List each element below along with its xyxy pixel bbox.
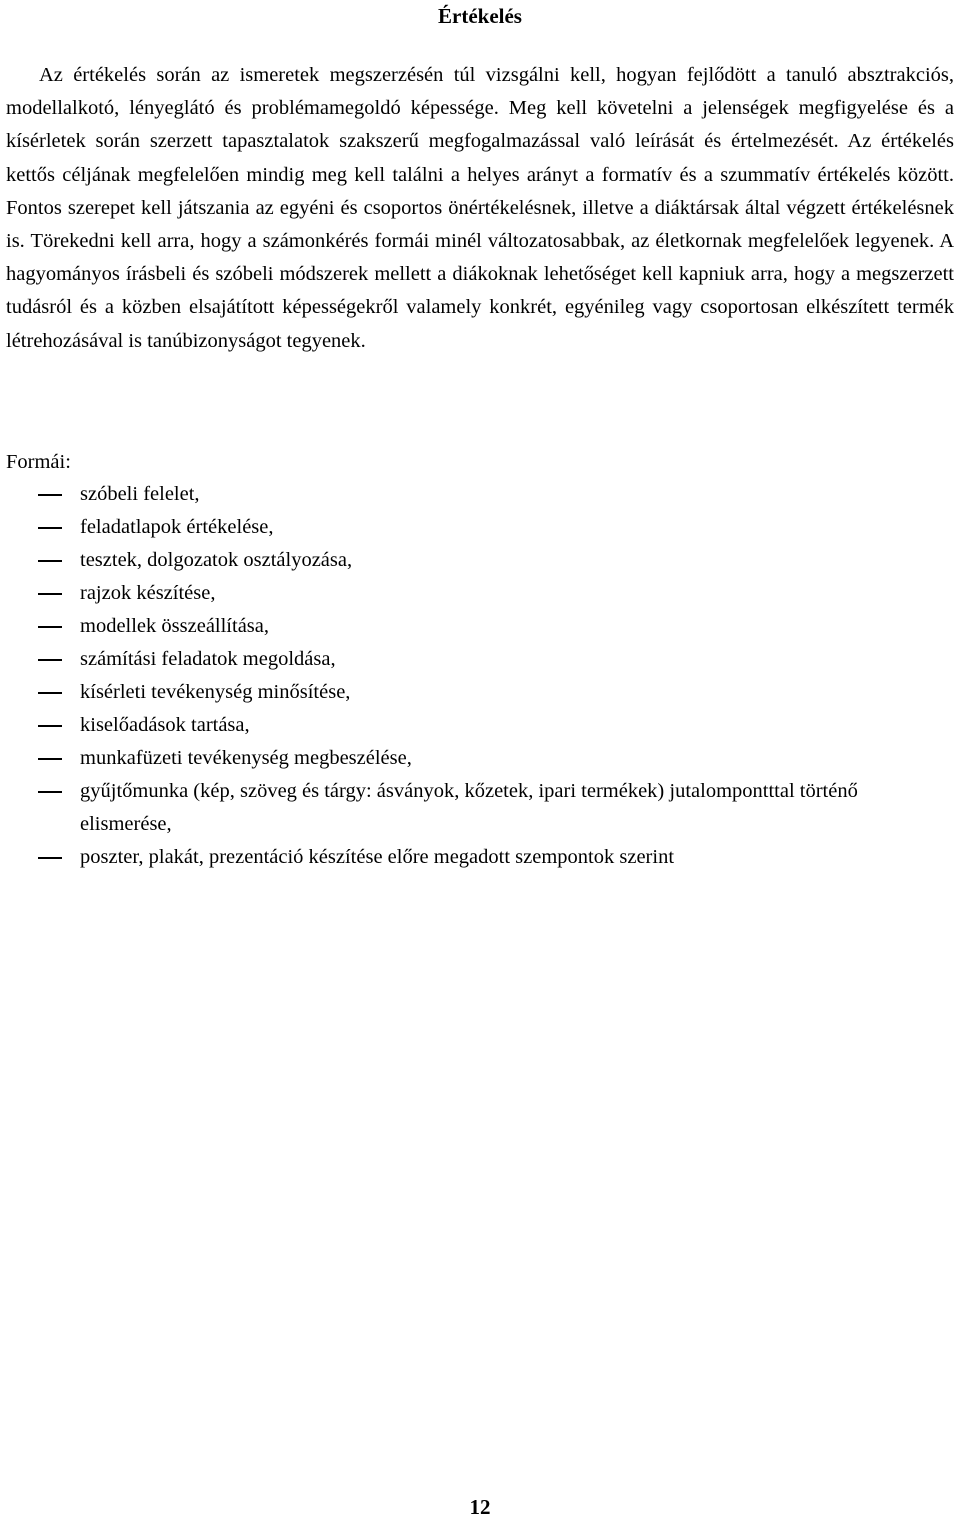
dash-bullet-icon: [38, 659, 62, 661]
list-item-text: modellek összeállítása,: [80, 615, 269, 637]
list-item-text: munkafüzeti tevékenység megbeszélése,: [80, 747, 412, 769]
dash-bullet-icon: [38, 494, 62, 496]
page-number: 12: [469, 1495, 491, 1519]
dash-bullet-icon: [38, 593, 62, 595]
dash-bullet-icon: [38, 857, 62, 859]
list-item-text: kiselőadások tartása,: [80, 714, 250, 736]
dash-bullet-icon: [38, 626, 62, 628]
dash-bullet-icon: [38, 560, 62, 562]
list-item: [0, 577, 960, 610]
forms-list: [0, 478, 960, 874]
list-item-text: kísérleti tevékenység minősítése,: [80, 681, 351, 703]
list-item-text: rajzok készítése,: [80, 582, 216, 604]
list-item-text: gyűjtőmunka (kép, szöveg és tárgy: ásványok, kőzetek, ipari termékek) jutalompontttal történő elismerése,: [80, 780, 858, 835]
forms-label: Formái:: [6, 451, 71, 473]
list-item-text: tesztek, dolgozatok osztályozása,: [80, 549, 353, 571]
dash-bullet-icon: [38, 725, 62, 727]
dash-bullet-icon: [38, 527, 62, 529]
body-paragraph: Az értékelés során az ismeretek megszerzésén túl vizsgálni kell, hogyan fejlődött a tanuló absztrakciós, modellalkotó, lényeglátó és problémamegoldó képessége. Meg kell követelni a jelenségek megfigyelése és a kísérletek során szerzett tapasztalatok szakszerű megfogalmazással való leírását és értelmezését. Az értékelés kettős céljának megfelelően mindig meg kell találni a helyes arányt a formatív és a szummatív értékelés között. Fontos szerepet kell játszania az egyéni és csoportos önértékelésnek, illetve a diáktársak által végzett értékelésnek is. Törekedni kell arra, hogy a számonkérés formái minél változatosabbak, az életkornak megfelelőek legyenek. A hagyományos írásbeli és szóbeli módszerek mellett a diákoknak lehetőséget kell kapniuk arra, hogy a megszerzett tudásról és a közben elsajátított képességekről valamely konkrét, egyénileg vagy csoportosan elkészített termék létrehozásával is tanúbizonyságot tegyenek.: [6, 64, 954, 352]
list-item: [0, 544, 960, 577]
list-item: [0, 775, 960, 841]
list-item-text: poszter, plakát, prezentáció készítése előre megadott szempontok szerint: [80, 846, 675, 868]
dash-bullet-icon: [38, 758, 62, 760]
list-item-text: szóbeli felelet,: [80, 483, 200, 505]
list-item: [0, 511, 960, 544]
list-item: [0, 478, 960, 511]
list-item-text: feladatlapok értékelése,: [80, 516, 274, 538]
dash-bullet-icon: [38, 791, 62, 793]
list-item-text: számítási feladatok megoldása,: [80, 648, 336, 670]
page-title: Értékelés: [438, 4, 522, 28]
list-item: [0, 676, 960, 709]
list-item: [0, 742, 960, 775]
list-item: [0, 841, 960, 874]
list-item: [0, 643, 960, 676]
list-item: [0, 709, 960, 742]
list-item: [0, 610, 960, 643]
dash-bullet-icon: [38, 692, 62, 694]
